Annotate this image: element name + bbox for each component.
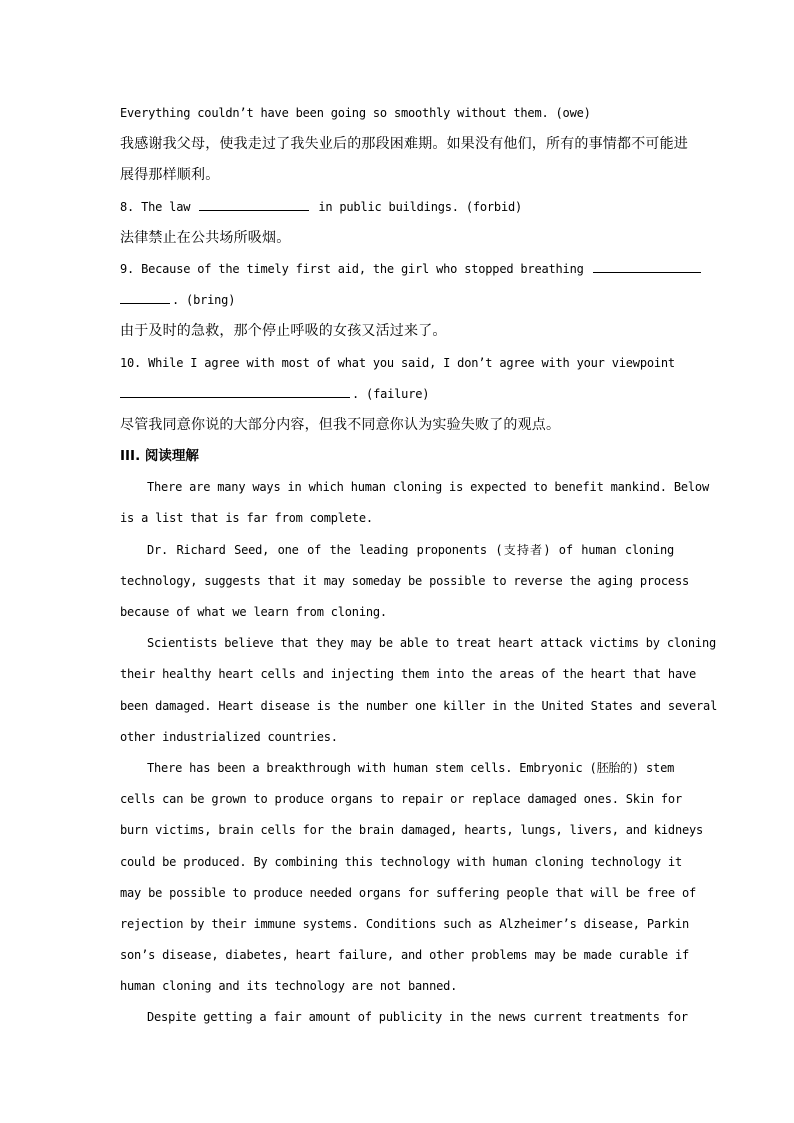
question-9-chinese: 由于及时的急救，那个停止呼吸的女孩又活过来了。 (120, 323, 447, 340)
question-9-end: . (bring) (172, 293, 236, 308)
question-9-cont (120, 285, 674, 316)
passage-line: Despite getting a fair amount of publicity in the news current treatments for (147, 1010, 688, 1025)
passage-line: other industrialized countries. (120, 729, 338, 744)
sentence-q7-chinese-line1: 我感谢我父母，使我走过了我失业后的那段困难期。如果没有他们，所有的事情都不可能进 (120, 136, 688, 153)
question-10: 10. While I agree with most of what you said, I don’t agree with your viewpoint (120, 355, 675, 370)
passage-line: may be possible to produce needed organs for suffering people that will be free of (120, 885, 697, 900)
question-9-start: 9. Because of the timely first aid, the girl who stopped breathing (120, 261, 584, 276)
passage-line: There has been a breakthrough with human stem cells. Embryonic (胚胎的) stem (147, 760, 675, 775)
question-8-chinese: 法律禁止在公共场所吸烟。 (120, 229, 291, 246)
passage-line: son’s disease, diabetes, heart failure, and other problems may be made curable if (120, 948, 689, 963)
passage-line: Dr. Richard Seed, one of the leading proponents (支持者) of human cloning (147, 542, 674, 557)
sentence-q7-english: Everything couldn’t have been going so smoothly without them. (owe) (120, 106, 591, 120)
passage-line: technology, suggests that it may someday be possible to reverse the aging process (120, 573, 689, 588)
section-heading-reading: III. 阅读理解 (120, 448, 199, 465)
passage-line: human cloning and its technology are not banned. (120, 979, 458, 994)
question-10-cont (120, 379, 674, 410)
answer-blank-8 (199, 198, 309, 211)
passage-line: is a list that is far from complete. (120, 511, 373, 526)
question-8-end: in public buildings. (forbid) (318, 199, 523, 214)
passage-line: their healthy heart cells and injecting them into the areas of the heart that have (120, 667, 697, 682)
passage-line: burn victims, brain cells for the brain damaged, hearts, lungs, livers, and kidneys (120, 823, 704, 838)
question-10-end: . (failure) (352, 386, 430, 401)
passage-line: cells can be grown to produce organs to repair or replace damaged ones. Skin for (120, 792, 682, 807)
question-8-start: 8. The law (120, 199, 191, 214)
answer-blank-10 (120, 385, 350, 398)
passage-line: There are many ways in which human cloning is expected to benefit mankind. Below (147, 480, 709, 495)
passage-line: could be produced. By combining this technology with human cloning technology it (120, 854, 682, 869)
document-page (120, 98, 718, 1034)
question-9 (120, 254, 674, 285)
passage-line: because of what we learn from cloning. (120, 605, 387, 619)
question-8 (120, 192, 674, 223)
sentence-q7-chinese-line2: 展得那样顺利。 (120, 167, 220, 184)
answer-blank-9b (120, 291, 170, 304)
passage-line: been damaged. Heart disease is the number one killer in the United States and several (120, 698, 718, 713)
passage-line: rejection by their immune systems. Conditions such as Alzheimer’s disease, Parkin (120, 916, 689, 931)
passage-line: Scientists believe that they may be able to treat heart attack victims by cloning (147, 636, 716, 651)
question-10-chinese: 尽管我同意你说的大部分内容，但我不同意你认为实验失败了的观点。 (120, 416, 561, 433)
answer-blank-9a (593, 260, 701, 273)
